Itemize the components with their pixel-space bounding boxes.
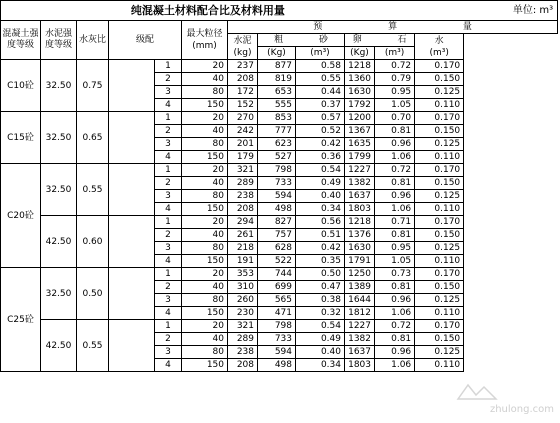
cell-max-size: 80 xyxy=(182,242,228,255)
cell-max-size: 20 xyxy=(182,60,228,73)
table-row xyxy=(1,268,558,281)
cell-stone-kg: 1630 xyxy=(345,242,375,255)
header-cement-unit: (kg) xyxy=(233,47,252,58)
cell-stone-m3: 0.96 xyxy=(375,190,415,203)
cell-cement-grade: 42.50 xyxy=(41,216,77,268)
cell-gradation: 1 xyxy=(155,164,182,177)
cell-max-size: 40 xyxy=(182,73,228,86)
cell-sand-kg: 623 xyxy=(258,138,296,151)
cell-stone-m3: 0.71 xyxy=(375,216,415,229)
cell-sand-m3: 0.40 xyxy=(296,346,345,359)
cell-sand-kg: 853 xyxy=(258,112,296,125)
cell-stone-m3: 0.79 xyxy=(375,73,415,86)
cell-water: 0.150 xyxy=(415,73,464,86)
header-water xyxy=(415,34,464,60)
cell-stone-kg: 1360 xyxy=(345,73,375,86)
cell-sand-kg: 757 xyxy=(258,229,296,242)
cell-gradation: 2 xyxy=(155,125,182,138)
cell-cement: 191 xyxy=(228,255,258,268)
cell-cement: 289 xyxy=(228,333,258,346)
cell-sand-m3: 0.50 xyxy=(296,268,345,281)
cell-sand-m3: 0.49 xyxy=(296,177,345,190)
header-max-size-unit: (mm) xyxy=(192,41,217,51)
cell-stone-m3: 1.06 xyxy=(375,307,415,320)
header-strength-grade: 混凝土强度等级 xyxy=(1,21,41,60)
cell-sand-kg: 522 xyxy=(258,255,296,268)
cell-cement: 260 xyxy=(228,294,258,307)
header-sand-label: 砂 xyxy=(318,35,328,45)
cell-water: 0.125 xyxy=(415,190,464,203)
cell-stone-m3: 0.81 xyxy=(375,125,415,138)
cell-cement: 237 xyxy=(228,60,258,73)
cell-stone-kg: 1799 xyxy=(345,151,375,164)
cell-gradation-blank xyxy=(109,216,155,268)
cell-water: 0.150 xyxy=(415,333,464,346)
cell-cement: 238 xyxy=(228,190,258,203)
cell-stone-kg: 1389 xyxy=(345,281,375,294)
cell-max-size: 150 xyxy=(182,203,228,216)
cell-cement: 201 xyxy=(228,138,258,151)
cell-water: 0.170 xyxy=(415,60,464,73)
cell-stone-kg: 1227 xyxy=(345,164,375,177)
cell-cement: 179 xyxy=(228,151,258,164)
cell-gradation: 2 xyxy=(155,73,182,86)
cell-water: 0.125 xyxy=(415,346,464,359)
cell-stone-kg: 1218 xyxy=(345,60,375,73)
cell-max-size: 40 xyxy=(182,125,228,138)
cell-max-size: 80 xyxy=(182,190,228,203)
cell-stone-kg: 1792 xyxy=(345,99,375,112)
cell-water: 0.125 xyxy=(415,138,464,151)
cell-gradation: 1 xyxy=(155,216,182,229)
cell-gradation: 1 xyxy=(155,60,182,73)
cell-water: 0.150 xyxy=(415,177,464,190)
cell-sand-kg: 733 xyxy=(258,177,296,190)
cell-sand-kg: 798 xyxy=(258,164,296,177)
cell-stone-kg: 1644 xyxy=(345,294,375,307)
cell-wc-ratio: 0.65 xyxy=(77,112,109,164)
cell-sand-m3: 0.35 xyxy=(296,255,345,268)
header-stone-kg: (Kg) xyxy=(345,47,375,60)
cell-sand-kg: 594 xyxy=(258,346,296,359)
cell-water: 0.110 xyxy=(415,307,464,320)
cell-stone-m3: 0.72 xyxy=(375,320,415,333)
watermark-logo xyxy=(454,379,500,405)
cell-sand-m3: 0.52 xyxy=(296,125,345,138)
cell-water: 0.110 xyxy=(415,359,464,372)
cell-sand-m3: 0.34 xyxy=(296,359,345,372)
cell-sand-m3: 0.58 xyxy=(296,60,345,73)
cell-stone-kg: 1382 xyxy=(345,333,375,346)
cell-sand-kg: 555 xyxy=(258,99,296,112)
cell-water: 0.150 xyxy=(415,281,464,294)
cell-stone-m3: 0.81 xyxy=(375,281,415,294)
cell-water: 0.170 xyxy=(415,112,464,125)
cell-sand-kg: 877 xyxy=(258,60,296,73)
cell-gradation: 1 xyxy=(155,268,182,281)
cell-stone-m3: 0.81 xyxy=(375,333,415,346)
cell-sand-m3: 0.44 xyxy=(296,86,345,99)
header-cement-label: 水泥 xyxy=(233,35,252,46)
cell-stone-m3: 1.06 xyxy=(375,151,415,164)
cell-gradation: 3 xyxy=(155,294,182,307)
cell-max-size: 80 xyxy=(182,346,228,359)
cell-stone-kg: 1791 xyxy=(345,255,375,268)
cell-stone-kg: 1803 xyxy=(345,359,375,372)
header-gradation: 级配 xyxy=(109,21,182,60)
cell-cement: 152 xyxy=(228,99,258,112)
header-cement-grade: 水泥强度等级 xyxy=(41,21,77,60)
cell-sand-kg: 827 xyxy=(258,216,296,229)
cell-sand-m3: 0.54 xyxy=(296,320,345,333)
cell-sand-kg: 699 xyxy=(258,281,296,294)
cell-cement: 230 xyxy=(228,307,258,320)
header-water-label: 水 xyxy=(434,35,444,46)
cell-cement: 321 xyxy=(228,320,258,333)
cell-stone-m3: 0.95 xyxy=(375,86,415,99)
cell-max-size: 150 xyxy=(182,307,228,320)
cell-water: 0.170 xyxy=(415,268,464,281)
cell-wc-ratio: 0.55 xyxy=(77,164,109,216)
cell-cement: 353 xyxy=(228,268,258,281)
cell-stone-kg: 1227 xyxy=(345,320,375,333)
header-stone xyxy=(345,34,415,47)
cell-cement-grade: 32.50 xyxy=(41,268,77,320)
cell-stone-m3: 1.05 xyxy=(375,99,415,112)
header-row-1 xyxy=(1,21,558,34)
cell-water: 0.110 xyxy=(415,99,464,112)
cell-max-size: 20 xyxy=(182,320,228,333)
header-sand-kg: (Kg) xyxy=(258,47,296,60)
cell-max-size: 150 xyxy=(182,99,228,112)
title-row xyxy=(1,1,558,21)
cell-stone-m3: 0.96 xyxy=(375,138,415,151)
header-wc-ratio: 水灰比 xyxy=(77,21,109,60)
cell-cement: 294 xyxy=(228,216,258,229)
cell-max-size: 150 xyxy=(182,255,228,268)
cell-cement: 261 xyxy=(228,229,258,242)
cell-sand-kg: 744 xyxy=(258,268,296,281)
cell-stone-m3: 1.06 xyxy=(375,359,415,372)
cell-gradation-blank xyxy=(109,320,155,372)
cell-stone-m3: 0.95 xyxy=(375,242,415,255)
cell-max-size: 20 xyxy=(182,164,228,177)
cell-strength-grade: C25砼 xyxy=(1,268,41,372)
cell-gradation: 4 xyxy=(155,255,182,268)
cell-wc-ratio: 0.75 xyxy=(77,60,109,112)
cell-gradation: 1 xyxy=(155,320,182,333)
cell-wc-ratio: 0.55 xyxy=(77,320,109,372)
cell-sand-m3: 0.37 xyxy=(296,99,345,112)
cell-max-size: 40 xyxy=(182,177,228,190)
cell-stone-kg: 1635 xyxy=(345,138,375,151)
cell-gradation-blank xyxy=(109,268,155,320)
cell-cement: 172 xyxy=(228,86,258,99)
cell-gradation: 3 xyxy=(155,138,182,151)
cell-gradation: 4 xyxy=(155,359,182,372)
cell-sand-kg: 498 xyxy=(258,203,296,216)
cell-water: 0.170 xyxy=(415,216,464,229)
cell-stone-m3: 0.73 xyxy=(375,268,415,281)
cell-sand-kg: 527 xyxy=(258,151,296,164)
cell-water: 0.170 xyxy=(415,320,464,333)
cell-cement: 208 xyxy=(228,73,258,86)
header-stone-label: 石 xyxy=(397,35,407,45)
cell-sand-m3: 0.36 xyxy=(296,151,345,164)
cell-stone-m3: 0.72 xyxy=(375,60,415,73)
cell-cement: 289 xyxy=(228,177,258,190)
cell-stone-kg: 1200 xyxy=(345,112,375,125)
cell-sand-kg: 653 xyxy=(258,86,296,99)
cell-stone-kg: 1382 xyxy=(345,177,375,190)
cell-max-size: 150 xyxy=(182,151,228,164)
cell-sand-m3: 0.56 xyxy=(296,216,345,229)
cell-stone-m3: 0.96 xyxy=(375,294,415,307)
cell-gradation: 3 xyxy=(155,346,182,359)
cell-gradation: 3 xyxy=(155,190,182,203)
cell-gradation: 4 xyxy=(155,151,182,164)
cell-gradation-blank xyxy=(109,164,155,216)
cell-water: 0.170 xyxy=(415,164,464,177)
cell-cement: 270 xyxy=(228,112,258,125)
cell-water: 0.125 xyxy=(415,86,464,99)
cell-stone-m3: 0.81 xyxy=(375,229,415,242)
cell-cement-grade: 32.50 xyxy=(41,112,77,164)
cell-sand-m3: 0.42 xyxy=(296,138,345,151)
cell-max-size: 80 xyxy=(182,294,228,307)
cell-strength-grade: C10砼 xyxy=(1,60,41,112)
header-stone-m3: (m³) xyxy=(375,47,415,60)
cell-max-size: 20 xyxy=(182,112,228,125)
cell-max-size: 20 xyxy=(182,216,228,229)
cell-wc-ratio: 0.50 xyxy=(77,268,109,320)
cell-cement-grade: 32.50 xyxy=(41,164,77,216)
cell-cement-grade: 42.50 xyxy=(41,320,77,372)
cell-sand-kg: 798 xyxy=(258,320,296,333)
cell-water: 0.110 xyxy=(415,203,464,216)
cell-sand-kg: 777 xyxy=(258,125,296,138)
header-sand xyxy=(258,34,345,47)
cell-gradation: 4 xyxy=(155,203,182,216)
cell-max-size: 40 xyxy=(182,281,228,294)
cell-max-size: 20 xyxy=(182,268,228,281)
cell-gradation-blank xyxy=(109,60,155,112)
cell-gradation: 3 xyxy=(155,242,182,255)
cell-cement: 208 xyxy=(228,359,258,372)
cell-stone-m3: 0.96 xyxy=(375,346,415,359)
header-budget-char-2: 算 xyxy=(388,22,398,32)
cell-stone-kg: 1218 xyxy=(345,216,375,229)
cell-cement: 238 xyxy=(228,346,258,359)
cell-strength-grade: C15砼 xyxy=(1,112,41,164)
header-coarse-label: 粗 xyxy=(274,35,284,45)
cell-stone-kg: 1803 xyxy=(345,203,375,216)
cell-gradation: 2 xyxy=(155,229,182,242)
cell-sand-m3: 0.32 xyxy=(296,307,345,320)
cell-cement-grade: 32.50 xyxy=(41,60,77,112)
cell-stone-m3: 0.81 xyxy=(375,177,415,190)
cell-gradation: 2 xyxy=(155,177,182,190)
cell-stone-kg: 1376 xyxy=(345,229,375,242)
cell-sand-m3: 0.55 xyxy=(296,73,345,86)
cell-sand-m3: 0.40 xyxy=(296,190,345,203)
cell-water: 0.110 xyxy=(415,255,464,268)
header-max-size-label: 最大粒径 xyxy=(186,29,223,39)
header-max-size xyxy=(182,21,228,60)
table-row xyxy=(1,164,558,177)
cell-sand-m3: 0.54 xyxy=(296,164,345,177)
cell-stone-kg: 1637 xyxy=(345,190,375,203)
cell-water: 0.125 xyxy=(415,294,464,307)
cell-gradation: 1 xyxy=(155,112,182,125)
cell-max-size: 40 xyxy=(182,229,228,242)
cell-gradation: 3 xyxy=(155,86,182,99)
header-budget xyxy=(228,21,558,34)
cell-sand-kg: 471 xyxy=(258,307,296,320)
cell-gradation-blank xyxy=(109,112,155,164)
table-row xyxy=(1,216,558,229)
cell-sand-m3: 0.57 xyxy=(296,112,345,125)
cell-stone-kg: 1637 xyxy=(345,346,375,359)
cell-gradation: 4 xyxy=(155,99,182,112)
cell-stone-m3: 0.72 xyxy=(375,164,415,177)
cell-max-size: 40 xyxy=(182,333,228,346)
cell-max-size: 80 xyxy=(182,86,228,99)
table-row xyxy=(1,112,558,125)
cell-wc-ratio: 0.60 xyxy=(77,216,109,268)
cell-sand-kg: 594 xyxy=(258,190,296,203)
cell-cement: 310 xyxy=(228,281,258,294)
header-water-unit: (m³) xyxy=(429,47,449,58)
cell-stone-m3: 0.70 xyxy=(375,112,415,125)
cell-strength-grade: C20砼 xyxy=(1,164,41,268)
page-title: 纯混凝土材料配合比及材料用量 xyxy=(1,1,415,21)
cell-sand-m3: 0.49 xyxy=(296,333,345,346)
header-pebble-label: 卵 xyxy=(352,35,362,45)
cell-cement: 242 xyxy=(228,125,258,138)
cell-stone-kg: 1367 xyxy=(345,125,375,138)
unit-label: 单位: m³ xyxy=(415,1,558,21)
cell-sand-m3: 0.51 xyxy=(296,229,345,242)
cell-sand-m3: 0.47 xyxy=(296,281,345,294)
cell-gradation: 2 xyxy=(155,333,182,346)
cell-max-size: 150 xyxy=(182,359,228,372)
cell-cement: 218 xyxy=(228,242,258,255)
cell-stone-kg: 1812 xyxy=(345,307,375,320)
cell-stone-kg: 1250 xyxy=(345,268,375,281)
cell-max-size: 80 xyxy=(182,138,228,151)
header-sand-m3: (m³) xyxy=(296,47,345,60)
cell-gradation: 2 xyxy=(155,281,182,294)
table-body xyxy=(1,60,558,372)
watermark-text: zhulong.com xyxy=(489,404,554,415)
header-budget-char-1: 预 xyxy=(313,22,323,32)
cell-sand-kg: 819 xyxy=(258,73,296,86)
header-cement xyxy=(228,34,258,60)
cell-sand-kg: 498 xyxy=(258,359,296,372)
header-budget-char-3: 量 xyxy=(462,22,472,32)
cell-water: 0.110 xyxy=(415,151,464,164)
table-row xyxy=(1,60,558,73)
cell-sand-m3: 0.42 xyxy=(296,242,345,255)
cell-stone-m3: 1.05 xyxy=(375,255,415,268)
cell-cement: 321 xyxy=(228,164,258,177)
cell-water: 0.125 xyxy=(415,242,464,255)
table-row xyxy=(1,320,558,333)
cell-sand-m3: 0.34 xyxy=(296,203,345,216)
cell-stone-kg: 1630 xyxy=(345,86,375,99)
cell-sand-m3: 0.38 xyxy=(296,294,345,307)
cell-gradation: 4 xyxy=(155,307,182,320)
cell-cement: 208 xyxy=(228,203,258,216)
cell-sand-kg: 565 xyxy=(258,294,296,307)
cell-sand-kg: 733 xyxy=(258,333,296,346)
cell-stone-m3: 1.06 xyxy=(375,203,415,216)
cell-water: 0.150 xyxy=(415,229,464,242)
cell-water: 0.150 xyxy=(415,125,464,138)
cell-sand-kg: 628 xyxy=(258,242,296,255)
